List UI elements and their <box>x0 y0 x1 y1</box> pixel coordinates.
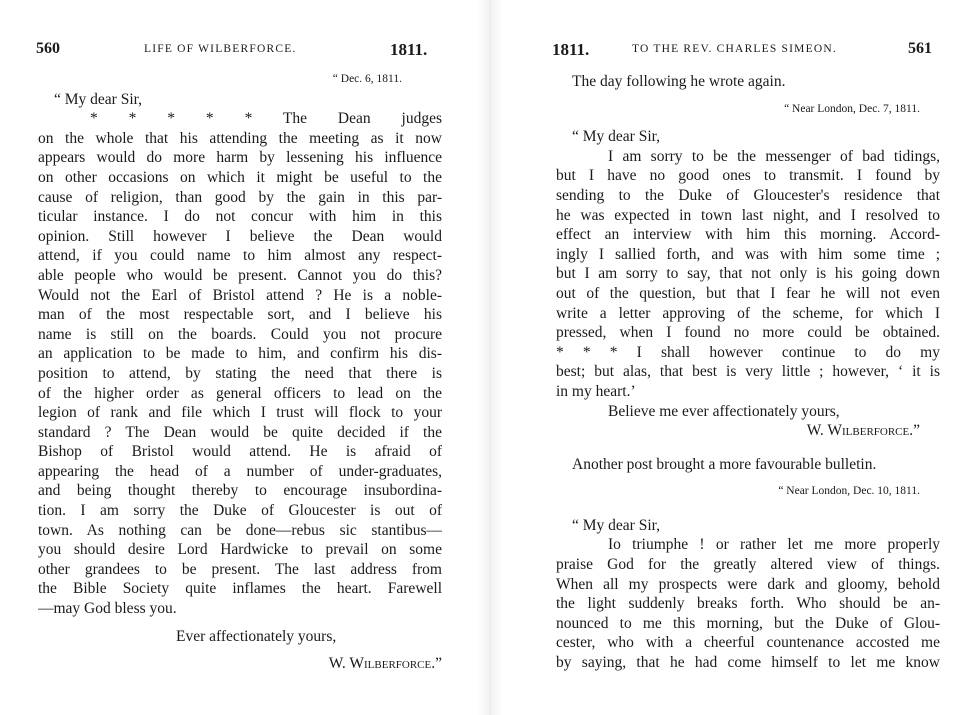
text-line: you should desire Lord Hardwicke to prevail on some <box>38 541 442 559</box>
text-line: he was expected in town last night, and I resolved to <box>556 206 940 224</box>
text-line: standard ? The Dean would be quite decided if the <box>38 423 442 441</box>
text-line: town. As nothing can be done—rebus sic stantibus— <box>38 521 442 539</box>
letter-salutation: “ My dear Sir, <box>54 90 143 108</box>
text-line: Io triumphe ! or rather let me more properly <box>608 536 940 554</box>
letter-closing: Ever affectionately yours, <box>176 627 337 645</box>
text-line: sending to the Duke of Gloucester's residence that <box>556 186 940 204</box>
text-line: —may God bless you. <box>38 600 177 618</box>
text-line: name is still on the boards. Could you not procure <box>38 325 442 343</box>
text-line: but I have no good ones to transmit. I found by <box>556 167 940 185</box>
text-line: able people who would be present. Cannot you do this? <box>38 266 442 284</box>
text-line: opinion. Still however I believe the Dean would <box>38 227 442 245</box>
text-line: the Bible Society quite inflames the heart. Farewell <box>38 580 442 598</box>
text-line: out of the question, but that I fear he will not even <box>556 284 940 302</box>
letter-salutation: “ My dear Sir, <box>572 128 661 146</box>
interlude-text: Another post brought a more favourable bulletin. <box>572 455 877 473</box>
letter-signature: W. Wilberforce.” <box>328 655 442 673</box>
text-line: write a letter approving of the scheme, for which I <box>556 304 940 322</box>
text-line: in my heart.’ <box>556 382 636 400</box>
text-line: the light suddenly breaks forth. Who should be an- <box>556 595 940 613</box>
running-title: LIFE OF WILBERFORCE. <box>144 43 297 55</box>
letter-date: “ Dec. 6, 1811. <box>332 73 402 85</box>
letter-date: “ Near London, Dec. 10, 1811. <box>778 485 920 498</box>
letter-closing: Believe me ever affectionately yours, <box>608 402 840 420</box>
letter-body <box>38 109 442 618</box>
text-line: nounced to me this morning, but the Duke of Glou- <box>556 614 940 632</box>
right-page-text <box>556 72 940 673</box>
text-line: man of the most respectable sort, and I believe his <box>38 306 442 324</box>
intro-text: The day following he wrote again. <box>572 73 786 90</box>
text-line: but I am sorry to say, that not only is his going down <box>556 265 940 283</box>
letter-body <box>556 147 940 402</box>
letter-body <box>556 535 940 672</box>
text-line: by saying, that he had come himself to let me know <box>556 654 940 672</box>
text-line: Would not the Earl of Bristol attend ? He is a noble- <box>38 286 442 304</box>
text-line: on the whole that his attending the meeting as it now <box>38 129 442 147</box>
page-number: 560 <box>36 40 60 57</box>
text-line: an application to be made to him, and confirm his dis- <box>38 345 442 363</box>
running-title: TO THE REV. CHARLES SIMEON. <box>632 43 837 55</box>
running-year: 1811. <box>390 40 428 59</box>
text-line: * * * I shall however continue to do my <box>556 343 940 361</box>
text-line: * * * * * The Dean judges <box>90 110 442 128</box>
text-line: ingly I sallied forth, and was with him some time ; <box>556 245 940 263</box>
text-line: I am sorry to be the messenger of bad tidings, <box>608 147 940 165</box>
page-number: 561 <box>908 40 932 57</box>
text-line: other grandees to be present. The last address from <box>38 560 442 578</box>
text-line: pressed, when I found no more could be obtained. <box>556 324 940 342</box>
letter-date: “ Near London, Dec. 7, 1811. <box>784 102 920 115</box>
text-line: praise God for the greatly altered view of things. <box>556 556 940 574</box>
text-line: appearing the head of a number of under-graduates, <box>38 462 442 480</box>
letter-signature: W. Wilberforce.” <box>806 422 920 440</box>
text-line: When all my prospects were dark and gloomy, behold <box>556 575 940 593</box>
running-head-right <box>552 40 944 62</box>
running-year: 1811. <box>552 40 590 59</box>
text-line: tion. I am sorry the Duke of Gloucester is out of <box>38 502 442 520</box>
right-page <box>500 0 980 715</box>
left-page <box>0 0 480 715</box>
text-line: on other occasions on which it might be useful to the <box>38 168 442 186</box>
text-line: cause of religion, than good by the gain in this par- <box>38 188 442 206</box>
text-line: effect an interview with him this morning. Accord- <box>556 226 940 244</box>
letter-dec-6 <box>38 70 442 674</box>
text-line: attend, if you could name to him almost any respect- <box>38 247 442 265</box>
text-line: Bishop of Bristol would attend. He is afraid of <box>38 443 442 461</box>
book-gutter <box>478 0 502 715</box>
text-line: ticular instance. I do not concur with him in this <box>38 208 442 226</box>
text-line: appears would do more harm by lessening his influence <box>38 149 442 167</box>
text-line: best; but alas, that best is very little ; however, ‘ it is <box>556 363 940 381</box>
text-line: legion of rank and file which I trust will flock to your <box>38 404 442 422</box>
text-line: cester, who with a cheerful countenance accosted me <box>556 634 940 652</box>
text-line: position to attend, by stating the need that there is <box>38 364 442 382</box>
text-line: of the higher order as general officers to lead on the <box>38 384 442 402</box>
text-line: and being thought thereby to encourage insubordina- <box>38 482 442 500</box>
letter-salutation: “ My dear Sir, <box>572 516 661 534</box>
running-head-left <box>36 40 444 62</box>
